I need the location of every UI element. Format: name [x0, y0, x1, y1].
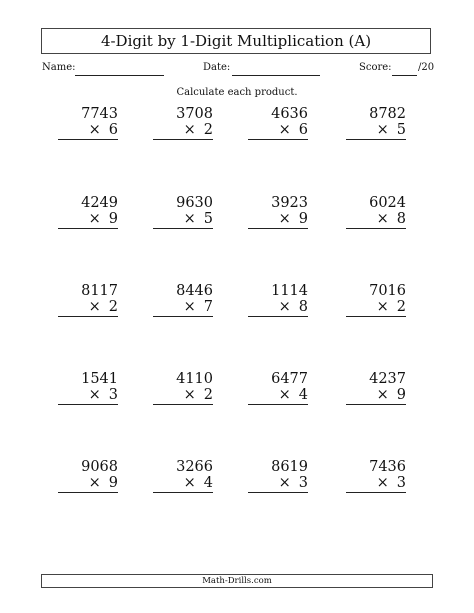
score-line[interactable] [392, 75, 417, 76]
problem-13 [58, 371, 118, 405]
multiplier-line [58, 299, 118, 317]
multiplier-line [346, 475, 406, 493]
times-sign: × [278, 475, 291, 491]
multiplicand: 8446 [176, 283, 213, 299]
multiplicand: 3923 [271, 195, 308, 211]
problem-17 [58, 459, 118, 493]
multiplier: 2 [108, 299, 118, 315]
problem-11 [248, 283, 308, 317]
multiplier: 7 [203, 299, 213, 315]
multiplier-line [248, 299, 308, 317]
multiplier-line [248, 387, 308, 405]
multiplier-line [346, 122, 406, 140]
date-label: Date: [203, 62, 231, 73]
name-line[interactable] [75, 75, 164, 76]
footer-text: Math-Drills.com [202, 576, 272, 586]
times-sign: × [278, 122, 291, 138]
problem-15 [248, 371, 308, 405]
times-sign: × [376, 299, 389, 315]
multiplicand: 1114 [271, 283, 308, 299]
times-sign: × [183, 475, 196, 491]
multiplicand: 8782 [369, 106, 406, 122]
times-sign: × [183, 211, 196, 227]
multiplicand: 8117 [81, 283, 118, 299]
footer [41, 574, 433, 588]
problem-16 [346, 371, 406, 405]
multiplier: 6 [108, 122, 118, 138]
multiplier-line [346, 211, 406, 229]
times-sign: × [376, 475, 389, 491]
multiplier: 5 [396, 122, 406, 138]
problem-6 [153, 195, 213, 229]
info-row [41, 58, 433, 82]
problem-18 [153, 459, 213, 493]
problem-4 [346, 106, 406, 140]
problem-1 [58, 106, 118, 140]
multiplier-line [153, 299, 213, 317]
times-sign: × [278, 387, 291, 403]
multiplicand: 4237 [369, 371, 406, 387]
multiplicand: 4249 [81, 195, 118, 211]
multiplicand: 4110 [176, 371, 213, 387]
problem-7 [248, 195, 308, 229]
multiplier: 5 [203, 211, 213, 227]
times-sign: × [278, 299, 291, 315]
times-sign: × [88, 387, 101, 403]
multiplicand: 6024 [369, 195, 406, 211]
multiplier: 9 [108, 211, 118, 227]
multiplier-line [58, 475, 118, 493]
multiplicand: 8619 [271, 459, 308, 475]
problem-5 [58, 195, 118, 229]
problem-8 [346, 195, 406, 229]
times-sign: × [376, 122, 389, 138]
multiplier: 9 [108, 475, 118, 491]
multiplier: 9 [298, 211, 308, 227]
times-sign: × [88, 299, 101, 315]
multiplier-line [248, 122, 308, 140]
problem-10 [153, 283, 213, 317]
multiplier: 4 [298, 387, 308, 403]
problem-20 [346, 459, 406, 493]
problem-19 [248, 459, 308, 493]
multiplier: 2 [203, 387, 213, 403]
multiplier: 2 [203, 122, 213, 138]
multiplier: 8 [396, 211, 406, 227]
multiplier: 4 [203, 475, 213, 491]
multiplier-line [248, 475, 308, 493]
multiplier: 8 [298, 299, 308, 315]
multiplier: 3 [298, 475, 308, 491]
multiplicand: 4636 [271, 106, 308, 122]
problem-12 [346, 283, 406, 317]
multiplier: 2 [396, 299, 406, 315]
multiplier-line [153, 122, 213, 140]
multiplier-line [58, 122, 118, 140]
multiplier-line [153, 475, 213, 493]
times-sign: × [88, 122, 101, 138]
times-sign: × [88, 475, 101, 491]
multiplicand: 9630 [176, 195, 213, 211]
multiplicand: 1541 [81, 371, 118, 387]
date-line[interactable] [232, 75, 320, 76]
multiplier-line [153, 387, 213, 405]
times-sign: × [376, 387, 389, 403]
worksheet-title [41, 28, 431, 54]
problem-14 [153, 371, 213, 405]
multiplicand: 7016 [369, 283, 406, 299]
multiplier-line [58, 211, 118, 229]
problem-2 [153, 106, 213, 140]
multiplicand: 3266 [176, 459, 213, 475]
multiplicand: 6477 [271, 371, 308, 387]
times-sign: × [88, 211, 101, 227]
multiplicand: 7436 [369, 459, 406, 475]
multiplicand: 3708 [176, 106, 213, 122]
problem-3 [248, 106, 308, 140]
multiplier-line [248, 211, 308, 229]
times-sign: × [376, 211, 389, 227]
problem-9 [58, 283, 118, 317]
multiplier: 3 [396, 475, 406, 491]
multiplier-line [153, 211, 213, 229]
multiplicand: 9068 [81, 459, 118, 475]
score-total: /20 [418, 62, 435, 73]
multiplier: 9 [396, 387, 406, 403]
times-sign: × [183, 299, 196, 315]
times-sign: × [183, 387, 196, 403]
times-sign: × [278, 211, 291, 227]
instructions: Calculate each product. [176, 87, 298, 98]
score-label: Score: [359, 62, 392, 73]
multiplier: 6 [298, 122, 308, 138]
times-sign: × [183, 122, 196, 138]
multiplier: 3 [108, 387, 118, 403]
name-label: Name: [42, 62, 76, 73]
title-text: 4-Digit by 1-Digit Multiplication (A) [100, 32, 372, 50]
multiplier-line [346, 387, 406, 405]
multiplier-line [58, 387, 118, 405]
multiplicand: 7743 [81, 106, 118, 122]
multiplier-line [346, 299, 406, 317]
